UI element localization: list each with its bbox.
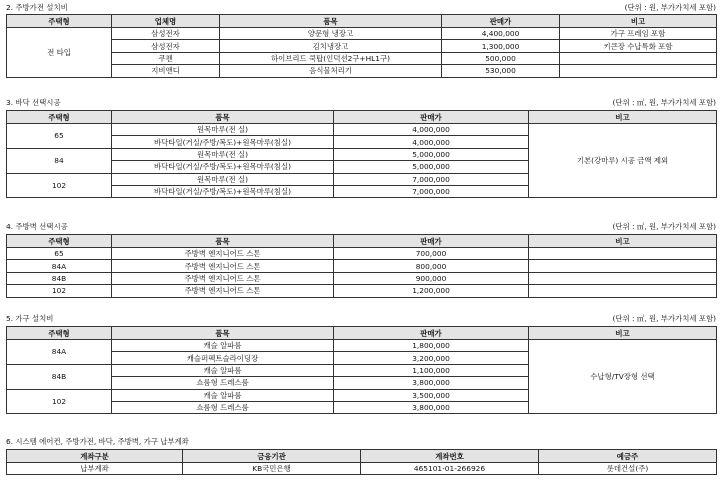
price-cell: 3,500,000 bbox=[334, 389, 529, 401]
holder-cell: 롯데건설(주) bbox=[539, 463, 717, 475]
header-item: 품목 bbox=[220, 15, 442, 28]
floor-option-table bbox=[6, 110, 717, 198]
table-row bbox=[7, 124, 717, 136]
note-cell: 기본(강마루) 시공 금액 제외 bbox=[529, 124, 717, 198]
item-cell: 캐슬 알파룸 bbox=[112, 340, 334, 352]
section-3-title: 3. 바닥 선택시공 bbox=[6, 98, 61, 107]
price-cell: 4,000,000 bbox=[334, 124, 529, 136]
price-cell: 5,000,000 bbox=[334, 148, 529, 160]
table-row bbox=[7, 65, 717, 77]
type-cell: 65 bbox=[7, 124, 112, 149]
header-type: 주택형 bbox=[7, 327, 112, 340]
section-6-header bbox=[0, 436, 720, 448]
section-3-unit: (단위 : ㎡, 원, 부가가치세 포함) bbox=[612, 98, 716, 107]
item-cell: 양문형 냉장고 bbox=[220, 28, 442, 40]
header-account-kind: 계좌구분 bbox=[7, 450, 183, 463]
item-cell: 캐슬 알파룸 bbox=[112, 389, 334, 401]
table-header-row bbox=[7, 450, 717, 463]
header-note: 비고 bbox=[560, 15, 717, 28]
price-cell: 1,100,000 bbox=[334, 364, 529, 376]
note-cell bbox=[560, 52, 717, 64]
price-cell: 700,000 bbox=[334, 248, 529, 260]
item-cell: 하이브리드 쿡탑(인덕션2구+HL1구) bbox=[220, 52, 442, 64]
note-cell bbox=[529, 260, 717, 272]
type-cell: 102 bbox=[7, 285, 112, 297]
section-3-header bbox=[0, 97, 720, 109]
table-row bbox=[7, 272, 717, 284]
item-cell: 바닥타일(거실/주방/복도)+원목마루(침실) bbox=[112, 136, 334, 148]
payment-account-table bbox=[6, 449, 717, 475]
item-cell: 쇼룸형 드레스룸 bbox=[112, 377, 334, 389]
header-note: 비고 bbox=[529, 327, 717, 340]
item-cell: 김치냉장고 bbox=[220, 40, 442, 52]
header-item: 품목 bbox=[112, 327, 334, 340]
price-cell: 900,000 bbox=[334, 272, 529, 284]
company-cell: 삼성전자 bbox=[112, 40, 220, 52]
header-item: 품목 bbox=[112, 111, 334, 124]
price-cell: 5,000,000 bbox=[334, 161, 529, 173]
table-row bbox=[7, 248, 717, 260]
section-4-unit: (단위 : ㎡, 원, 부가가치세 포함) bbox=[612, 222, 716, 231]
type-cell: 84 bbox=[7, 148, 112, 173]
price-cell: 4,000,000 bbox=[334, 136, 529, 148]
header-type: 주택형 bbox=[7, 235, 112, 248]
item-cell: 음식물처리기 bbox=[220, 65, 442, 77]
table-row bbox=[7, 285, 717, 297]
table-row bbox=[7, 340, 717, 352]
item-cell: 주방벽 엔지니어드 스톤 bbox=[112, 260, 334, 272]
section-2-header bbox=[0, 2, 720, 14]
header-type: 주택형 bbox=[7, 111, 112, 124]
item-cell: 원목마루(전 실) bbox=[112, 173, 334, 185]
furniture-table bbox=[6, 326, 717, 414]
price-cell: 3,800,000 bbox=[334, 377, 529, 389]
header-account-number: 계좌번호 bbox=[361, 450, 539, 463]
header-holder: 예금주 bbox=[539, 450, 717, 463]
note-cell bbox=[560, 65, 717, 77]
header-price: 판매가 bbox=[442, 15, 560, 28]
note-cell bbox=[529, 285, 717, 297]
kitchen-wall-table bbox=[6, 234, 717, 298]
table-row bbox=[7, 52, 717, 64]
price-cell: 7,000,000 bbox=[334, 173, 529, 185]
account-number-cell: 465101-01-266926 bbox=[361, 463, 539, 475]
header-type: 주택형 bbox=[7, 15, 112, 28]
table-row bbox=[7, 260, 717, 272]
section-5-unit: (단위 : ㎡, 원, 부가가치세 포함) bbox=[612, 314, 716, 323]
table-header-row bbox=[7, 111, 717, 124]
header-note: 비고 bbox=[529, 235, 717, 248]
note-cell bbox=[529, 248, 717, 260]
price-cell: 3,200,000 bbox=[334, 352, 529, 364]
type-cell: 84B bbox=[7, 272, 112, 284]
account-kind-cell: 납부계좌 bbox=[7, 463, 183, 475]
company-cell: 지비앤디 bbox=[112, 65, 220, 77]
type-cell: 84B bbox=[7, 364, 112, 389]
item-cell: 바닥타일(거실/주방/복도)+원목마루(침실) bbox=[112, 161, 334, 173]
header-price: 판매가 bbox=[334, 327, 529, 340]
item-cell: 원목마루(전 실) bbox=[112, 124, 334, 136]
bank-cell: KB국민은행 bbox=[183, 463, 361, 475]
item-cell: 주방벽 엔지니어드 스톤 bbox=[112, 272, 334, 284]
price-cell: 3,800,000 bbox=[334, 401, 529, 413]
price-cell: 4,400,000 bbox=[442, 28, 560, 40]
header-company: 업체명 bbox=[112, 15, 220, 28]
section-5-title: 5. 가구 설치비 bbox=[6, 314, 54, 323]
table-header-row bbox=[7, 327, 717, 340]
table-row bbox=[7, 28, 717, 40]
table-header-row bbox=[7, 15, 717, 28]
price-cell: 7,000,000 bbox=[334, 185, 529, 197]
type-cell: 84A bbox=[7, 340, 112, 365]
header-price: 판매가 bbox=[334, 235, 529, 248]
section-5-header bbox=[0, 313, 720, 325]
type-cell: 전 타입 bbox=[7, 28, 112, 78]
item-cell: 쇼룸형 드레스룸 bbox=[112, 401, 334, 413]
company-cell: 쿠첸 bbox=[112, 52, 220, 64]
item-cell: 캐슬 알파룸 bbox=[112, 364, 334, 376]
price-cell: 1,300,000 bbox=[442, 40, 560, 52]
note-cell: 수납형/TV장형 선택 bbox=[529, 340, 717, 414]
section-2-title: 2. 주방가전 설치비 bbox=[6, 3, 68, 12]
item-cell: 주방벽 엔지니어드 스톤 bbox=[112, 248, 334, 260]
price-cell: 1,800,000 bbox=[334, 340, 529, 352]
header-note: 비고 bbox=[529, 111, 717, 124]
price-cell: 1,200,000 bbox=[334, 285, 529, 297]
header-item: 품목 bbox=[112, 235, 334, 248]
company-cell: 삼성전자 bbox=[112, 28, 220, 40]
table-row bbox=[7, 40, 717, 52]
item-cell: 캐슬퍼펙트슬라이딩장 bbox=[112, 352, 334, 364]
item-cell: 원목마루(전 실) bbox=[112, 148, 334, 160]
type-cell: 84A bbox=[7, 260, 112, 272]
section-4-title: 4. 주방벽 선택시공 bbox=[6, 222, 68, 231]
section-4-header bbox=[0, 221, 720, 233]
price-cell: 800,000 bbox=[334, 260, 529, 272]
type-cell: 65 bbox=[7, 248, 112, 260]
header-price: 판매가 bbox=[334, 111, 529, 124]
item-cell: 주방벽 엔지니어드 스톤 bbox=[112, 285, 334, 297]
section-6-title: 6. 시스템 에어컨, 주방가전, 바닥, 주방벽, 가구 납부계좌 bbox=[6, 437, 189, 446]
table-header-row bbox=[7, 235, 717, 248]
item-cell: 바닥타일(거실/주방/복도)+원목마루(침실) bbox=[112, 185, 334, 197]
table-row bbox=[7, 463, 717, 475]
price-cell: 530,000 bbox=[442, 65, 560, 77]
kitchen-appliance-table bbox=[6, 14, 717, 78]
price-cell: 500,000 bbox=[442, 52, 560, 64]
note-cell: 키큰장 수납특화 포함 bbox=[560, 40, 717, 52]
type-cell: 102 bbox=[7, 389, 112, 414]
type-cell: 102 bbox=[7, 173, 112, 198]
header-bank: 금융기관 bbox=[183, 450, 361, 463]
note-cell: 가구 프레임 포함 bbox=[560, 28, 717, 40]
note-cell bbox=[529, 272, 717, 284]
section-2-unit: (단위 : 원, 부가가치세 포함) bbox=[624, 3, 716, 12]
